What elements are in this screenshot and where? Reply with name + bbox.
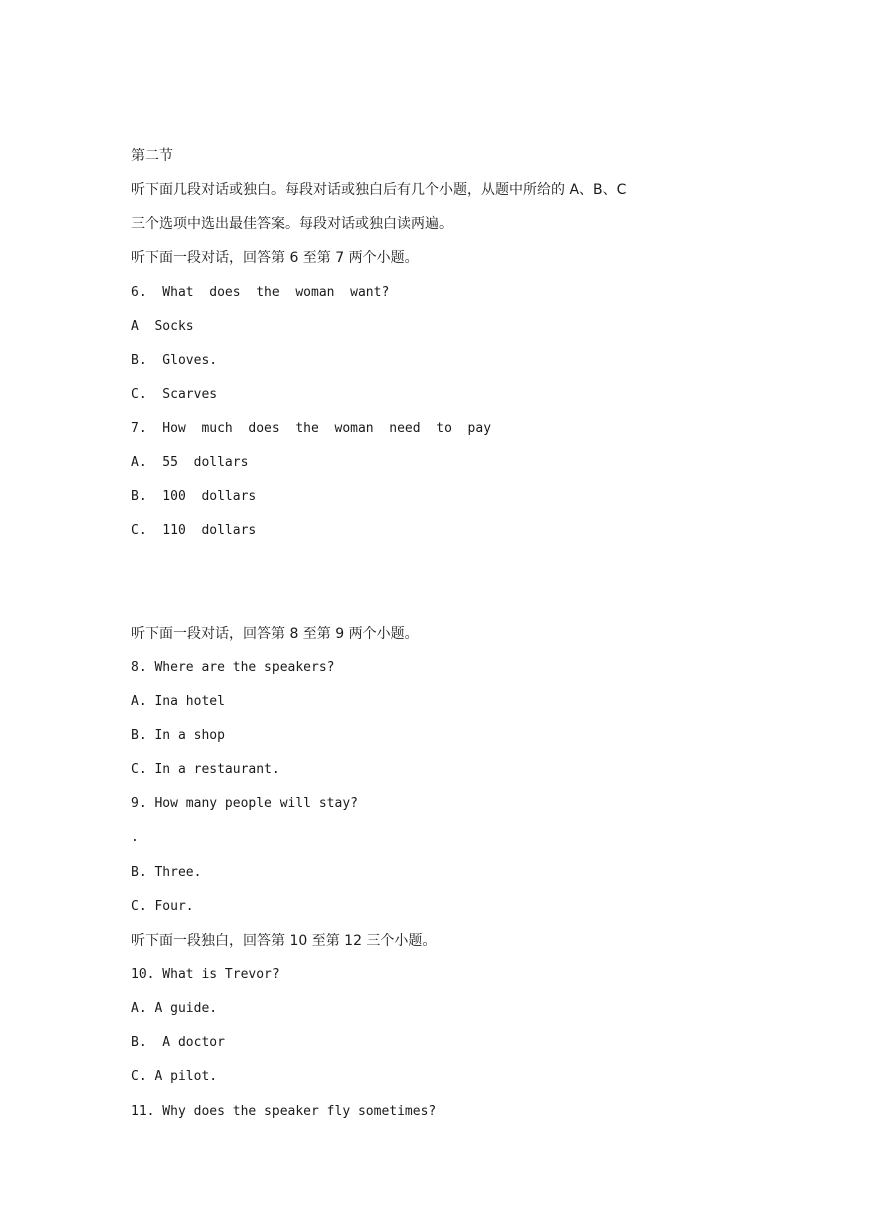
instructions-line-2: 三个选项中选出最佳答案。每段对话或独白读两遍。 bbox=[131, 216, 453, 232]
q6-option-b: B. Gloves. bbox=[131, 353, 218, 368]
question-10: 10. What is Trevor? bbox=[131, 967, 280, 982]
question-8: 8. Where are the speakers? bbox=[131, 660, 335, 675]
q7-option-b: B. 100 dollars bbox=[131, 489, 257, 504]
q8-option-b: B. In a shop bbox=[131, 728, 225, 743]
question-7: 7. How much does the woman need to pay bbox=[131, 421, 492, 436]
q6-option-a: A Socks bbox=[131, 319, 194, 334]
q9-option-a: . bbox=[131, 830, 139, 845]
monologue-intro: 听下面一段独白，回答第 10 至第 12 三个小题。 bbox=[131, 933, 437, 949]
q10-option-c: C. A pilot. bbox=[131, 1069, 218, 1084]
q10-option-b: B. A doctor bbox=[131, 1035, 225, 1050]
dialogue-2-intro: 听下面一段对话，回答第 8 至第 9 两个小题。 bbox=[131, 626, 419, 642]
q8-option-c: C. In a restaurant. bbox=[131, 762, 280, 777]
question-9: 9. How many people will stay? bbox=[131, 796, 358, 811]
q9-option-c: C. Four. bbox=[131, 899, 194, 914]
q10-option-a: A. A guide. bbox=[131, 1001, 218, 1016]
dialogue-1-intro: 听下面一段对话，回答第 6 至第 7 两个小题。 bbox=[131, 250, 419, 266]
q6-option-c: C. Scarves bbox=[131, 387, 218, 402]
question-6: 6. What does the woman want? bbox=[131, 285, 390, 300]
question-11: 11. Why does the speaker fly sometimes? bbox=[131, 1104, 437, 1119]
q9-option-b: B. Three. bbox=[131, 865, 202, 880]
q7-option-a: A. 55 dollars bbox=[131, 455, 249, 470]
q8-option-a: A. Ina hotel bbox=[131, 694, 225, 709]
q7-option-c: C. 110 dollars bbox=[131, 523, 257, 538]
section-heading: 第二节 bbox=[131, 148, 173, 164]
instructions-line-1: 听下面几段对话或独白。每段对话或独白后有几个小题，从题中所给的 A、B、C bbox=[131, 182, 627, 198]
